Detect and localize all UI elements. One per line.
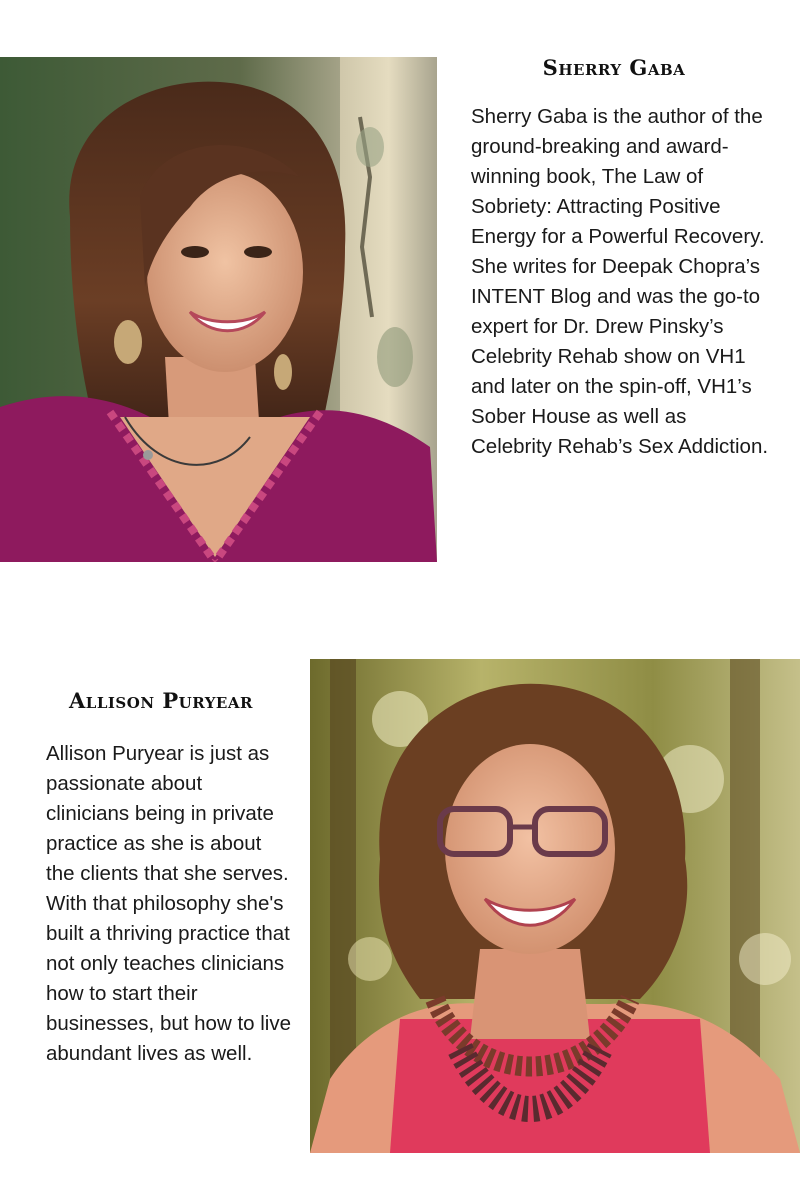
allison-puryear-photo bbox=[310, 659, 800, 1153]
speaker-name: Allison Puryear bbox=[69, 688, 253, 713]
speaker-name: Sherry Gaba bbox=[542, 55, 686, 80]
speaker-bio: Allison Puryear is just as passionate about clinicians being in private practice as she is about the clients that she serves. With that philosophy she's built a thriving practice that not only teaches clinicians how to start their businesses, but how to live abundant lives as well. bbox=[46, 742, 291, 1065]
speaker-bio: Sherry Gaba is the author of the ground-breaking and award-winning book, The Law of Sobriety: Attracting Positive Energy for a Powerful Recovery. She writes for Deepak Chopra’s INTENT Blog and was the go-to expert for Dr. Drew Pinsky’s Celebrity Rehab show on VH1 and later on the spin-off, VH1’s Sober House as well as Celebrity Rehab’s Sex Addiction. bbox=[471, 105, 769, 458]
portrait-image bbox=[310, 659, 800, 1153]
portrait-image bbox=[0, 57, 437, 562]
sherry-gaba-photo bbox=[0, 57, 437, 562]
